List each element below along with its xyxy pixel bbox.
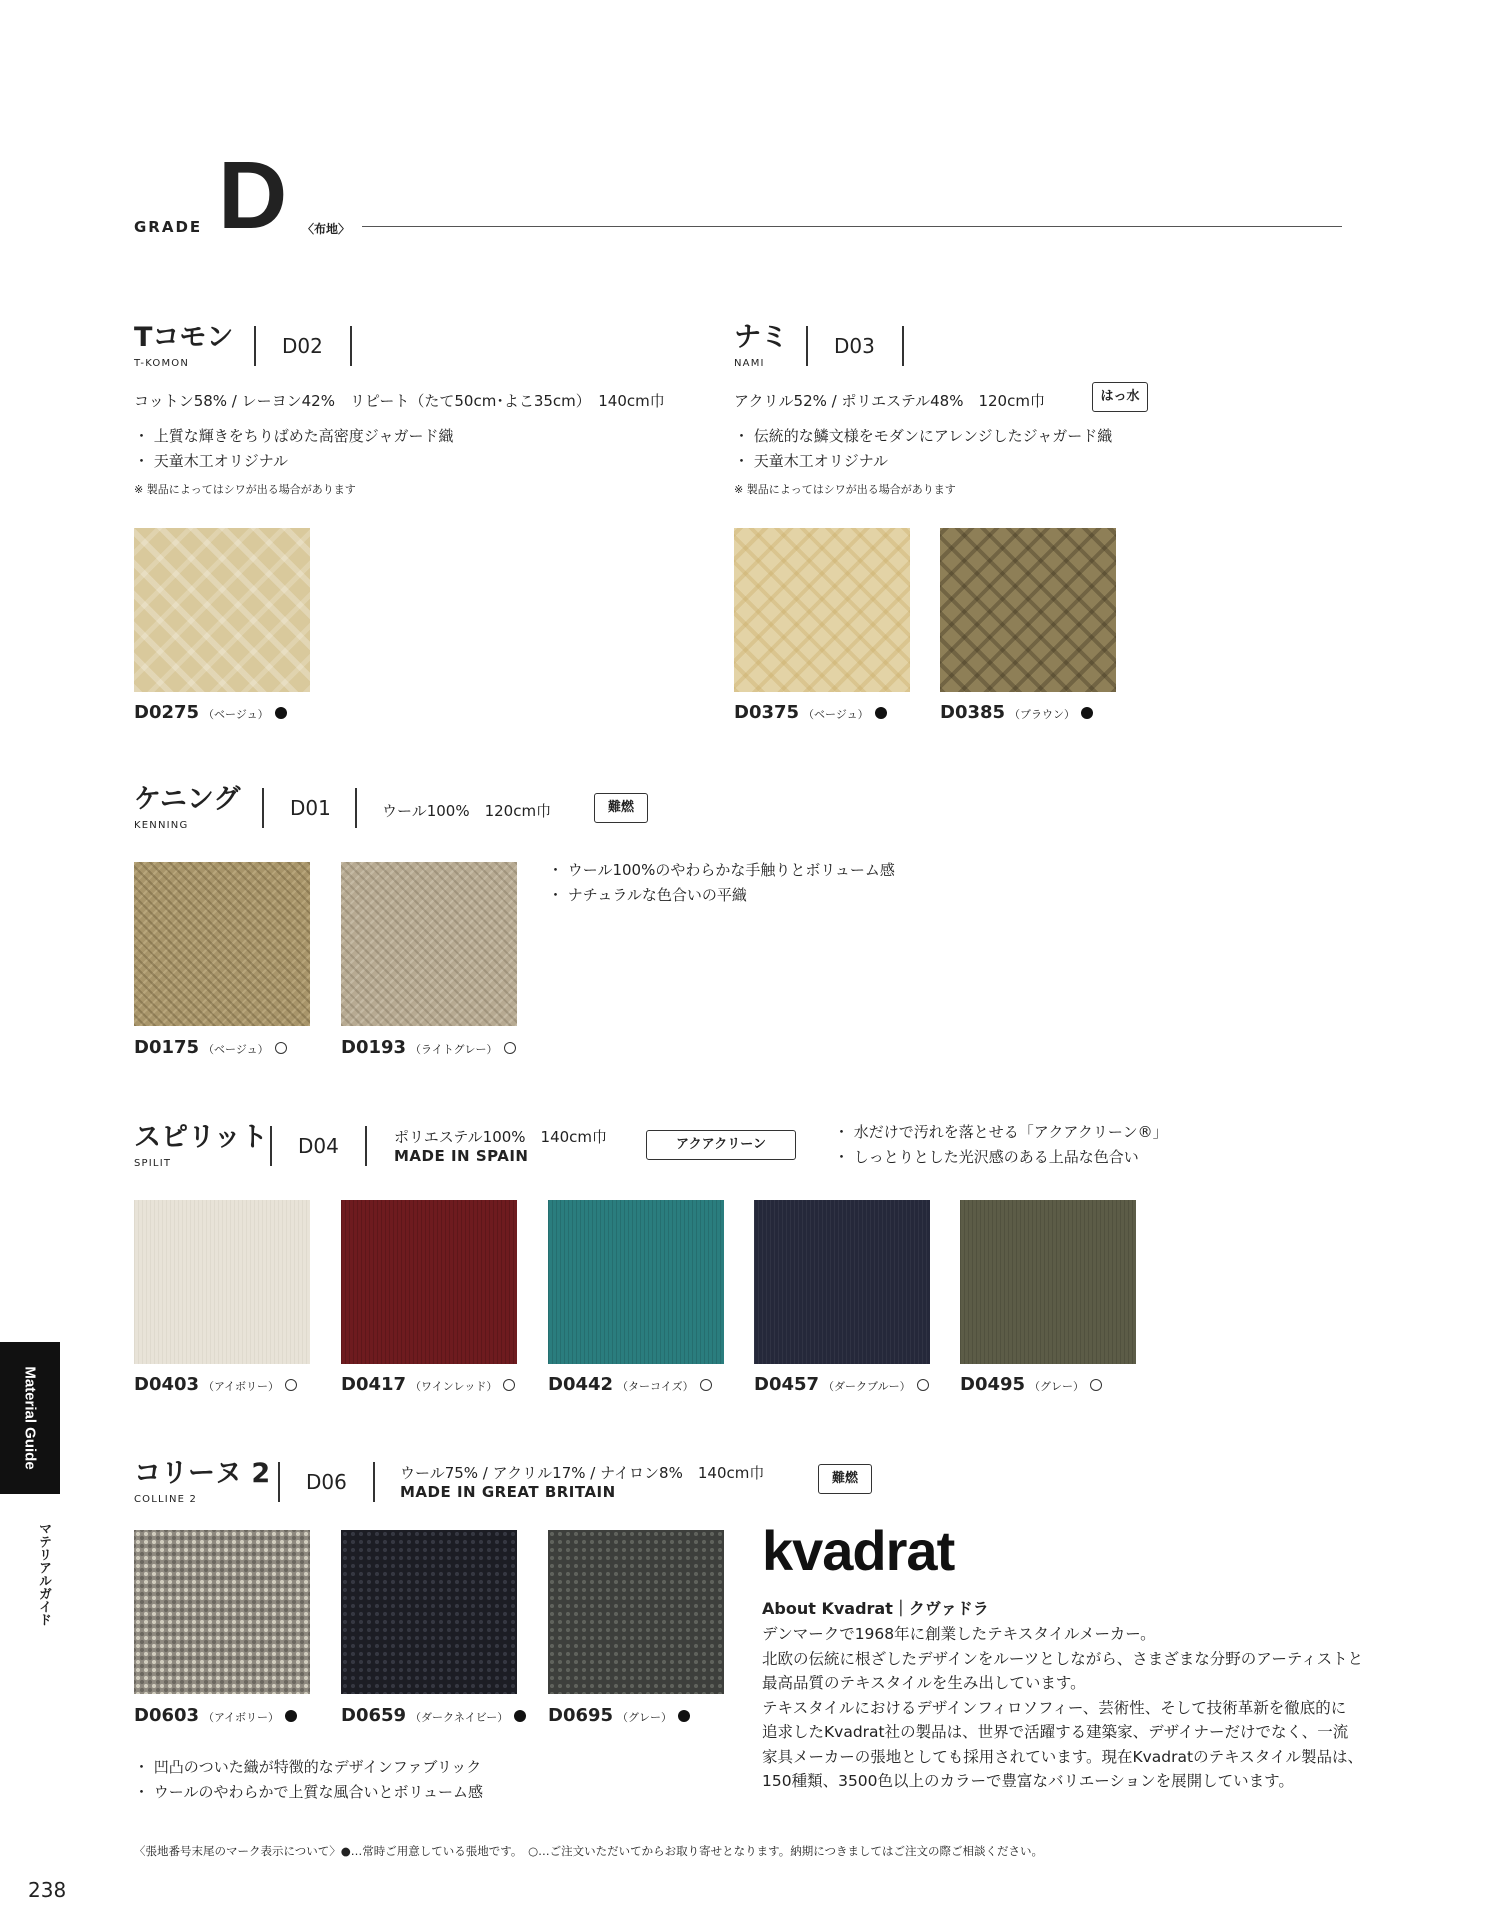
swatch-label-D0442: D0442 （ターコイズ）: [548, 1374, 712, 1395]
swatch-label-D0495: D0495 （グレー）: [960, 1374, 1102, 1395]
order-mark: [285, 1379, 297, 1391]
divider: [262, 788, 264, 828]
bullet-colline-2: ・ ウールのやわらかで上質な風合いとボリューム感: [134, 1783, 484, 1801]
product-code-colline: D06: [306, 1470, 347, 1494]
product-code-tkomon: D02: [282, 334, 323, 358]
divider: [278, 1462, 280, 1502]
bullet-kenning-2: ・ ナチュラルな色合いの平織: [548, 886, 747, 904]
bullet-tkomon-1: ・ 上質な輝きをちりばめた高密度ジャガード織: [134, 427, 454, 445]
product-name-kenning: ケニング: [134, 784, 241, 815]
footer-mark-legend: 〈張地番号末尾のマーク表示について〉●…常時ご用意している張地です。 ○…ご注文いただいてからお取り寄せとなります。納期につきましてはご注文の際ご相談ください。: [134, 1844, 1044, 1858]
swatch-D0403[interactable]: [134, 1200, 310, 1364]
stock-mark: [678, 1710, 690, 1722]
side-tab-label-jp: マテリアルガイド: [36, 1522, 51, 1626]
swatch-D0659[interactable]: [341, 1530, 517, 1694]
origin-spilit: MADE IN SPAIN: [394, 1147, 529, 1165]
bullet-spilit-1: ・ 水だけで汚れを落とせる「アクアクリーン®」: [834, 1123, 1168, 1141]
kvadrat-line: 150種類、3500色以上のカラーで豊富なバリエーションを展開しています。: [762, 1772, 1294, 1790]
kvadrat-line: 追求したKvadrat社の製品は、世界で活躍する建築家、デザイナーだけでなく、一流: [762, 1723, 1349, 1741]
spec-nami: アクリル52% / ポリエステル48% 120cm巾: [734, 392, 1045, 410]
swatch-D0175[interactable]: [134, 862, 310, 1026]
order-mark: [504, 1042, 516, 1054]
header-rule: [362, 226, 1342, 227]
swatch-D0495[interactable]: [960, 1200, 1136, 1364]
swatch-label-D0695: D0695 （グレー）: [548, 1705, 690, 1726]
swatch-label-D0375: D0375 （ベージュ）: [734, 702, 887, 723]
swatch-label-D0385: D0385 （ブラウン）: [940, 702, 1093, 723]
stock-mark: [285, 1710, 297, 1722]
product-code-kenning: D01: [290, 796, 331, 820]
swatch-D0375[interactable]: [734, 528, 910, 692]
swatch-label-D0603: D0603 （アイボリー）: [134, 1705, 297, 1726]
product-code-nami: D03: [834, 334, 875, 358]
bullet-nami-1: ・ 伝統的な鱗文様をモダンにアレンジしたジャガード織: [734, 427, 1113, 445]
spec-tkomon: コットン58% / レーヨン42% リピート（たて50cm･よこ35cm） 140cm巾: [134, 392, 665, 410]
product-name-spilit: スピリット: [134, 1122, 268, 1153]
product-romaji-tkomon: T-KOMON: [134, 358, 190, 369]
note-nami: ※ 製品によってはシワが出る場合があります: [734, 483, 956, 496]
kvadrat-line: デンマークで1968年に創業したテキスタイルメーカー。: [762, 1625, 1156, 1643]
note-tkomon: ※ 製品によってはシワが出る場合があります: [134, 483, 356, 496]
origin-colline: MADE IN GREAT BRITAIN: [400, 1483, 616, 1501]
side-tab[interactable]: [0, 1342, 60, 1494]
spec-colline: ウール75% / アクリル17% / ナイロン8% 140cm巾: [400, 1464, 765, 1482]
stock-mark: [514, 1710, 526, 1722]
swatch-label-D0193: D0193 （ライトグレー）: [341, 1037, 516, 1058]
kvadrat-description: [762, 1622, 1363, 1794]
stock-mark: [275, 707, 287, 719]
badge-flame-retardant: 難燃: [818, 1464, 872, 1494]
swatch-label-D0417: D0417 （ワインレッド）: [341, 1374, 515, 1395]
kvadrat-logo: kvadrat: [762, 1519, 955, 1582]
divider: [350, 326, 352, 366]
product-romaji-colline: COLLINE 2: [134, 1494, 198, 1505]
divider: [270, 1126, 272, 1166]
swatch-label-D0275: D0275 （ベージュ）: [134, 702, 287, 723]
divider: [355, 788, 357, 828]
swatch-D0193[interactable]: [341, 862, 517, 1026]
kvadrat-line: テキスタイルにおけるデザインフィロソフィー、芸術性、そして技術革新を徹底的に: [762, 1698, 1347, 1717]
bullet-kenning-1: ・ ウール100%のやわらかな手触りとボリューム感: [548, 861, 895, 879]
divider: [902, 326, 904, 366]
product-romaji-nami: NAMI: [734, 358, 765, 369]
swatch-label-D0659: D0659 （ダークネイビー）: [341, 1705, 526, 1726]
product-romaji-spilit: SPILIT: [134, 1158, 172, 1169]
badge-water-repellent: はっ水: [1092, 382, 1148, 412]
kvadrat-line: 家具メーカーの張地としても採用されています。現在Kvadratのテキスタイル製品は、: [762, 1747, 1363, 1766]
stock-mark: [1081, 707, 1093, 719]
bullet-tkomon-2: ・ 天童木工オリジナル: [134, 452, 289, 470]
swatch-label-D0457: D0457 （ダークブルー）: [754, 1374, 929, 1395]
product-name-colline: コリーヌ 2: [134, 1458, 271, 1489]
divider: [373, 1462, 375, 1502]
grade-letter: D: [218, 142, 288, 249]
kvadrat-line: 北欧の伝統に根ざしたデザインをルーツとしながら、さまざまな分野のアーティストと: [762, 1649, 1364, 1668]
swatch-label-D0175: D0175 （ベージュ）: [134, 1037, 287, 1058]
swatch-D0385[interactable]: [940, 528, 1116, 692]
order-mark: [700, 1379, 712, 1391]
badge-aquaclean: アクアクリーン: [646, 1130, 796, 1160]
bullet-spilit-2: ・ しっとりとした光沢感のある上品な色合い: [834, 1148, 1139, 1166]
spec-spilit: ポリエステル100% 140cm巾: [394, 1128, 608, 1146]
swatch-D0457[interactable]: [754, 1200, 930, 1364]
swatch-D0417[interactable]: [341, 1200, 517, 1364]
stock-mark: [875, 707, 887, 719]
swatch-label-D0403: D0403 （アイボリー）: [134, 1374, 297, 1395]
product-code-spilit: D04: [298, 1134, 339, 1158]
side-tab-label: Material Guide: [21, 1366, 39, 1470]
swatch-D0442[interactable]: [548, 1200, 724, 1364]
page-number: 238: [28, 1878, 67, 1902]
product-romaji-kenning: KENNING: [134, 820, 189, 831]
spec-kenning: ウール100% 120cm巾: [382, 802, 552, 820]
order-mark: [917, 1379, 929, 1391]
grade-label: GRADE: [134, 218, 203, 236]
bullet-colline-1: ・ 凹凸のついた織が特徴的なデザインファブリック: [134, 1758, 482, 1776]
badge-flame-retardant: 難燃: [594, 793, 648, 823]
divider: [806, 326, 808, 366]
grade-subtitle: 〈布地〉: [302, 222, 351, 236]
order-mark: [1090, 1379, 1102, 1391]
swatch-D0695[interactable]: [548, 1530, 724, 1694]
bullet-nami-2: ・ 天童木工オリジナル: [734, 452, 889, 470]
product-name-tkomon: Tコモン: [134, 322, 234, 353]
order-mark: [275, 1042, 287, 1054]
kvadrat-heading: About Kvadrat｜クヴァドラ: [762, 1599, 989, 1618]
kvadrat-line: 最高品質のテキスタイルを生み出しています。: [762, 1674, 1086, 1692]
product-name-nami: ナミ: [734, 322, 788, 353]
swatch-D0275[interactable]: [134, 528, 310, 692]
divider: [254, 326, 256, 366]
order-mark: [503, 1379, 515, 1391]
divider: [365, 1126, 367, 1166]
swatch-D0603[interactable]: [134, 1530, 310, 1694]
